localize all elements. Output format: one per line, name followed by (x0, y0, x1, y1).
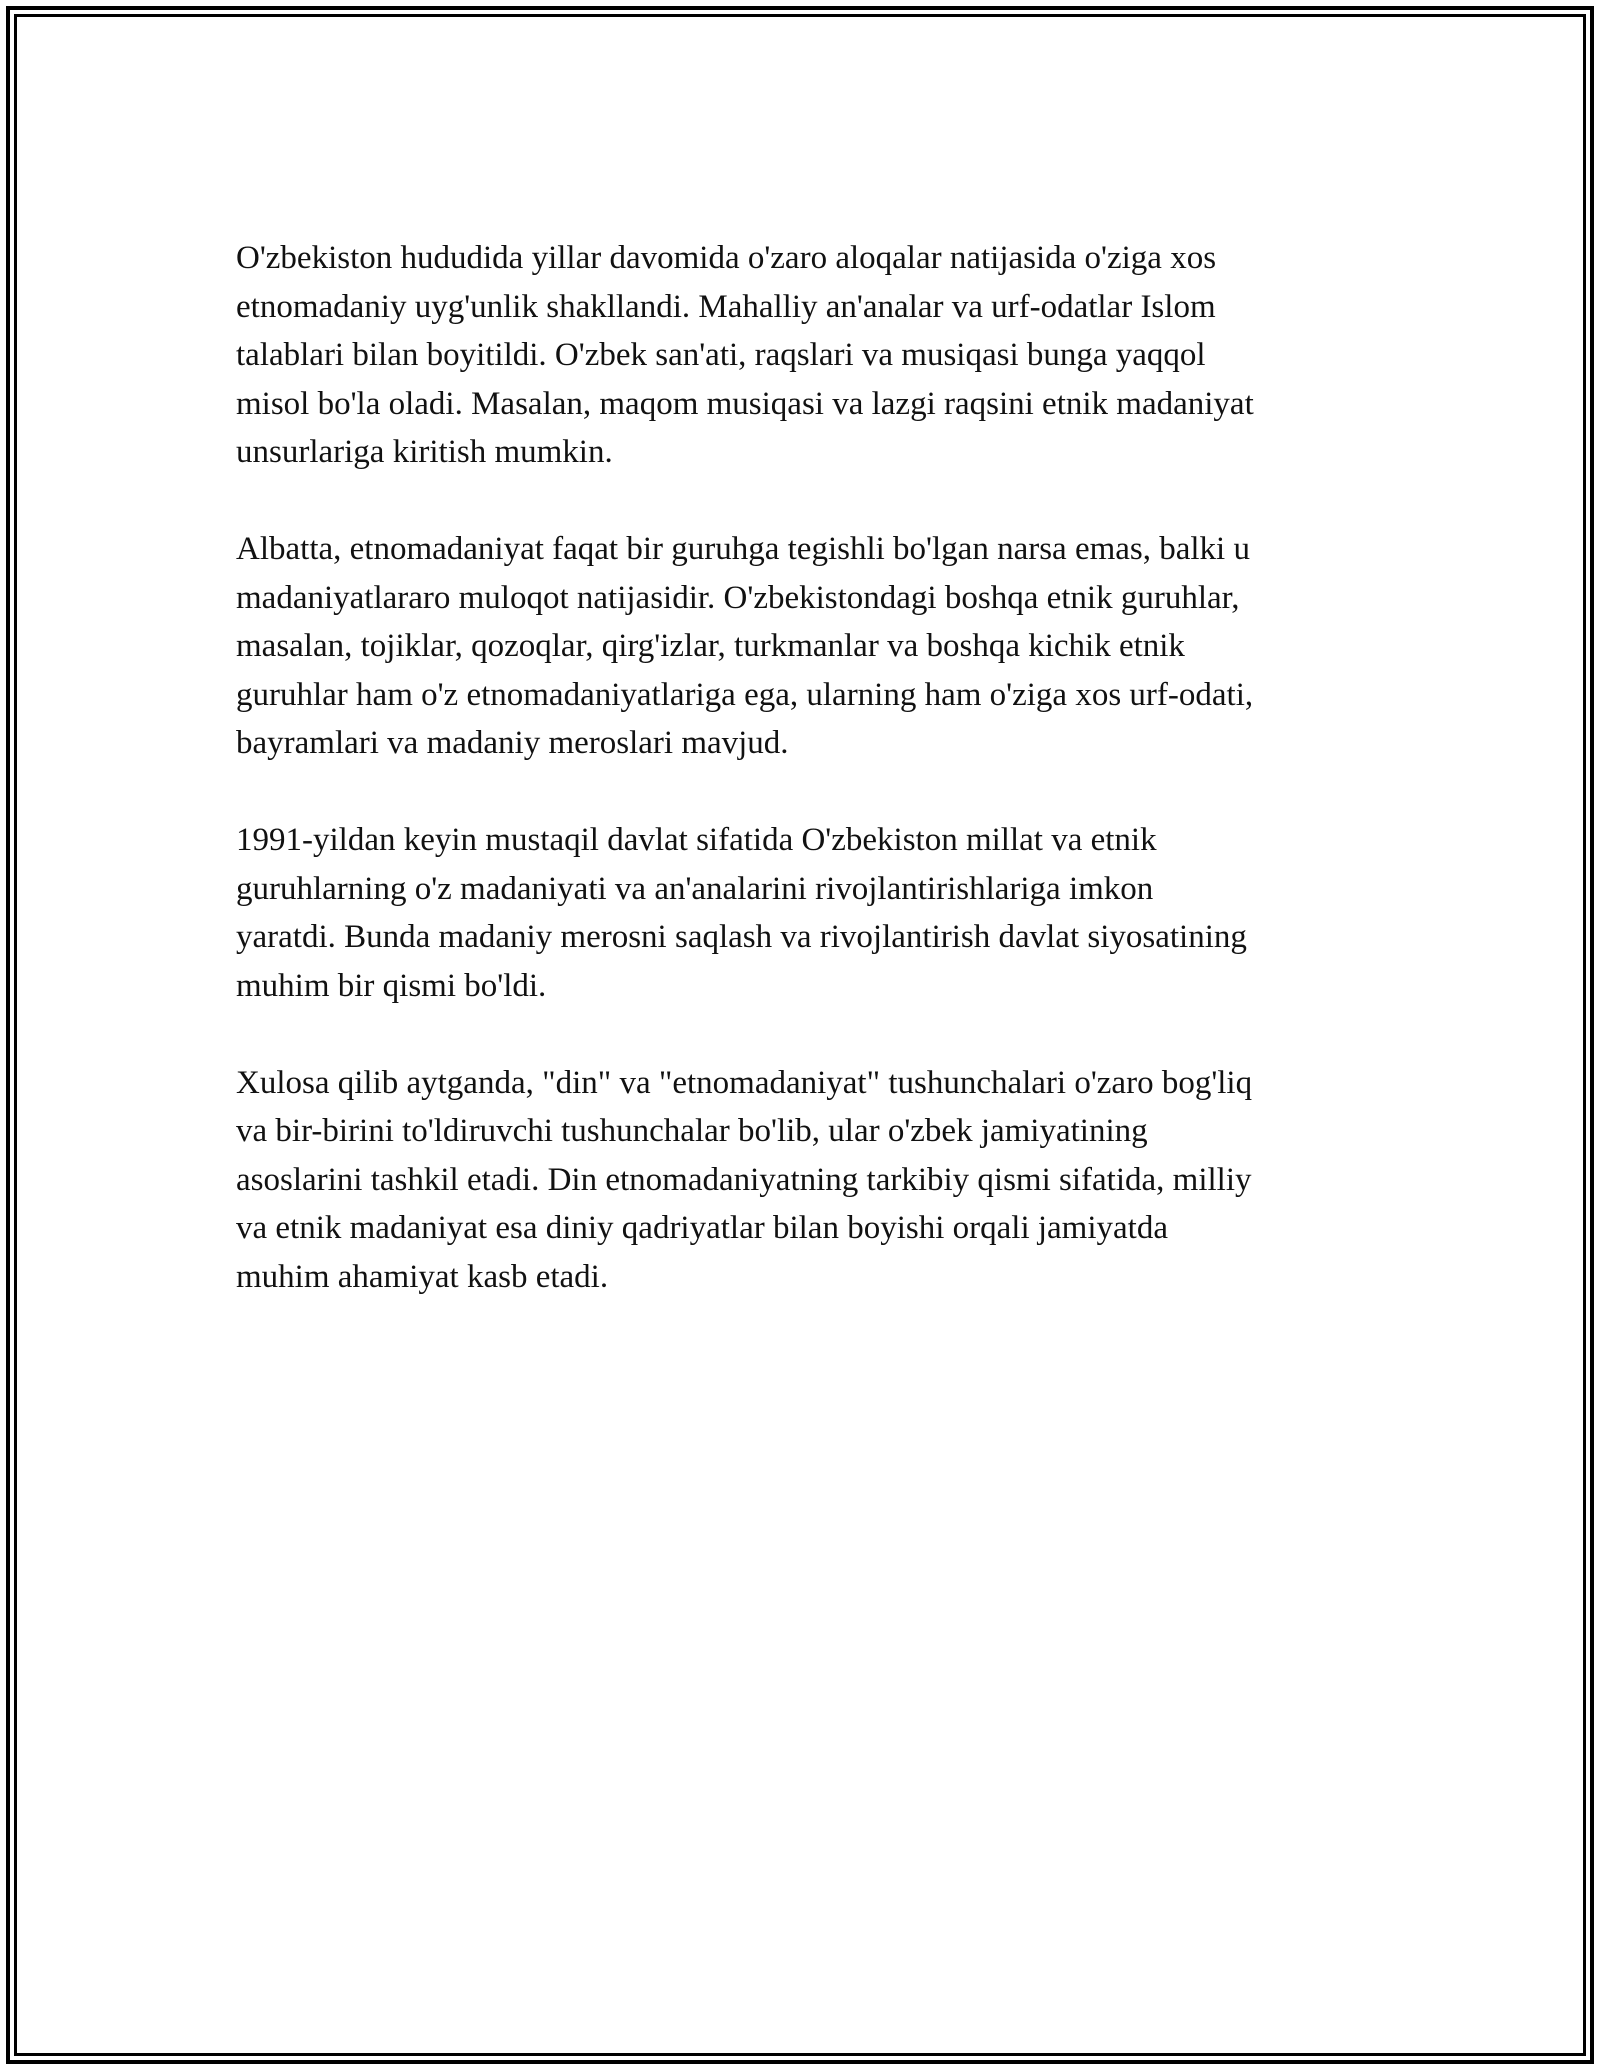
paragraph-3: 1991-yildan keyin mustaqil davlat sifatida O'zbekiston millat va etnik guruhlarning o'z madaniyati va an'analarini rivojlantirishlariga imkon yaratdi. Bunda madaniy merosni saqlash va rivojlantirish davlat siyosatining muhim bir qismi bo'ldi. (236, 822, 1247, 1004)
document-body (236, 234, 1386, 1350)
paragraph-1: O'zbekiston hududida yillar davomida o'zaro aloqalar natijasida o'ziga xos etnomadaniy uyg'unlik shakllandi. Mahalliy an'analar va urf-odatlar Islom talablari bilan boyitildi. O'zbek san'ati, raqslari va musiqasi bunga yaqqol misol bo'la oladi. Masalan, maqom musiqasi va lazgi raqsini etnik madaniyat unsurlariga kiritish mumkin. (236, 240, 1254, 470)
paragraph-4: Xulosa qilib aytganda, "din" va "etnomadaniyat" tushunchalari o'zaro bog'liq va bir-birini to'ldiruvchi tushunchalar bo'lib, ular o'zbek jamiyatining asoslarini tashkil etadi. Din etnomadaniyatning tarkibiy qismi sifatida, milliy va etnik madaniyat esa diniy qadriyatlar bilan boyishi orqali jamiyatda muhim ahamiyat kasb etadi. (236, 1064, 1253, 1295)
paragraph-2: Albatta, etnomadaniyat faqat bir guruhga tegishli bo'lgan narsa emas, balki u madaniyatlararo muloqot natijasidir. O'zbekistondagi boshqa etnik guruhlar, masalan, tojiklar, qozoqlar, qirg'izlar, turkmanlar va boshqa kichik etnik guruhlar ham o'z etnomadaniyatlariga ega, ularning ham o'ziga xos urf-odati, bayramlari va madaniy meroslari mavjud. (236, 531, 1254, 761)
